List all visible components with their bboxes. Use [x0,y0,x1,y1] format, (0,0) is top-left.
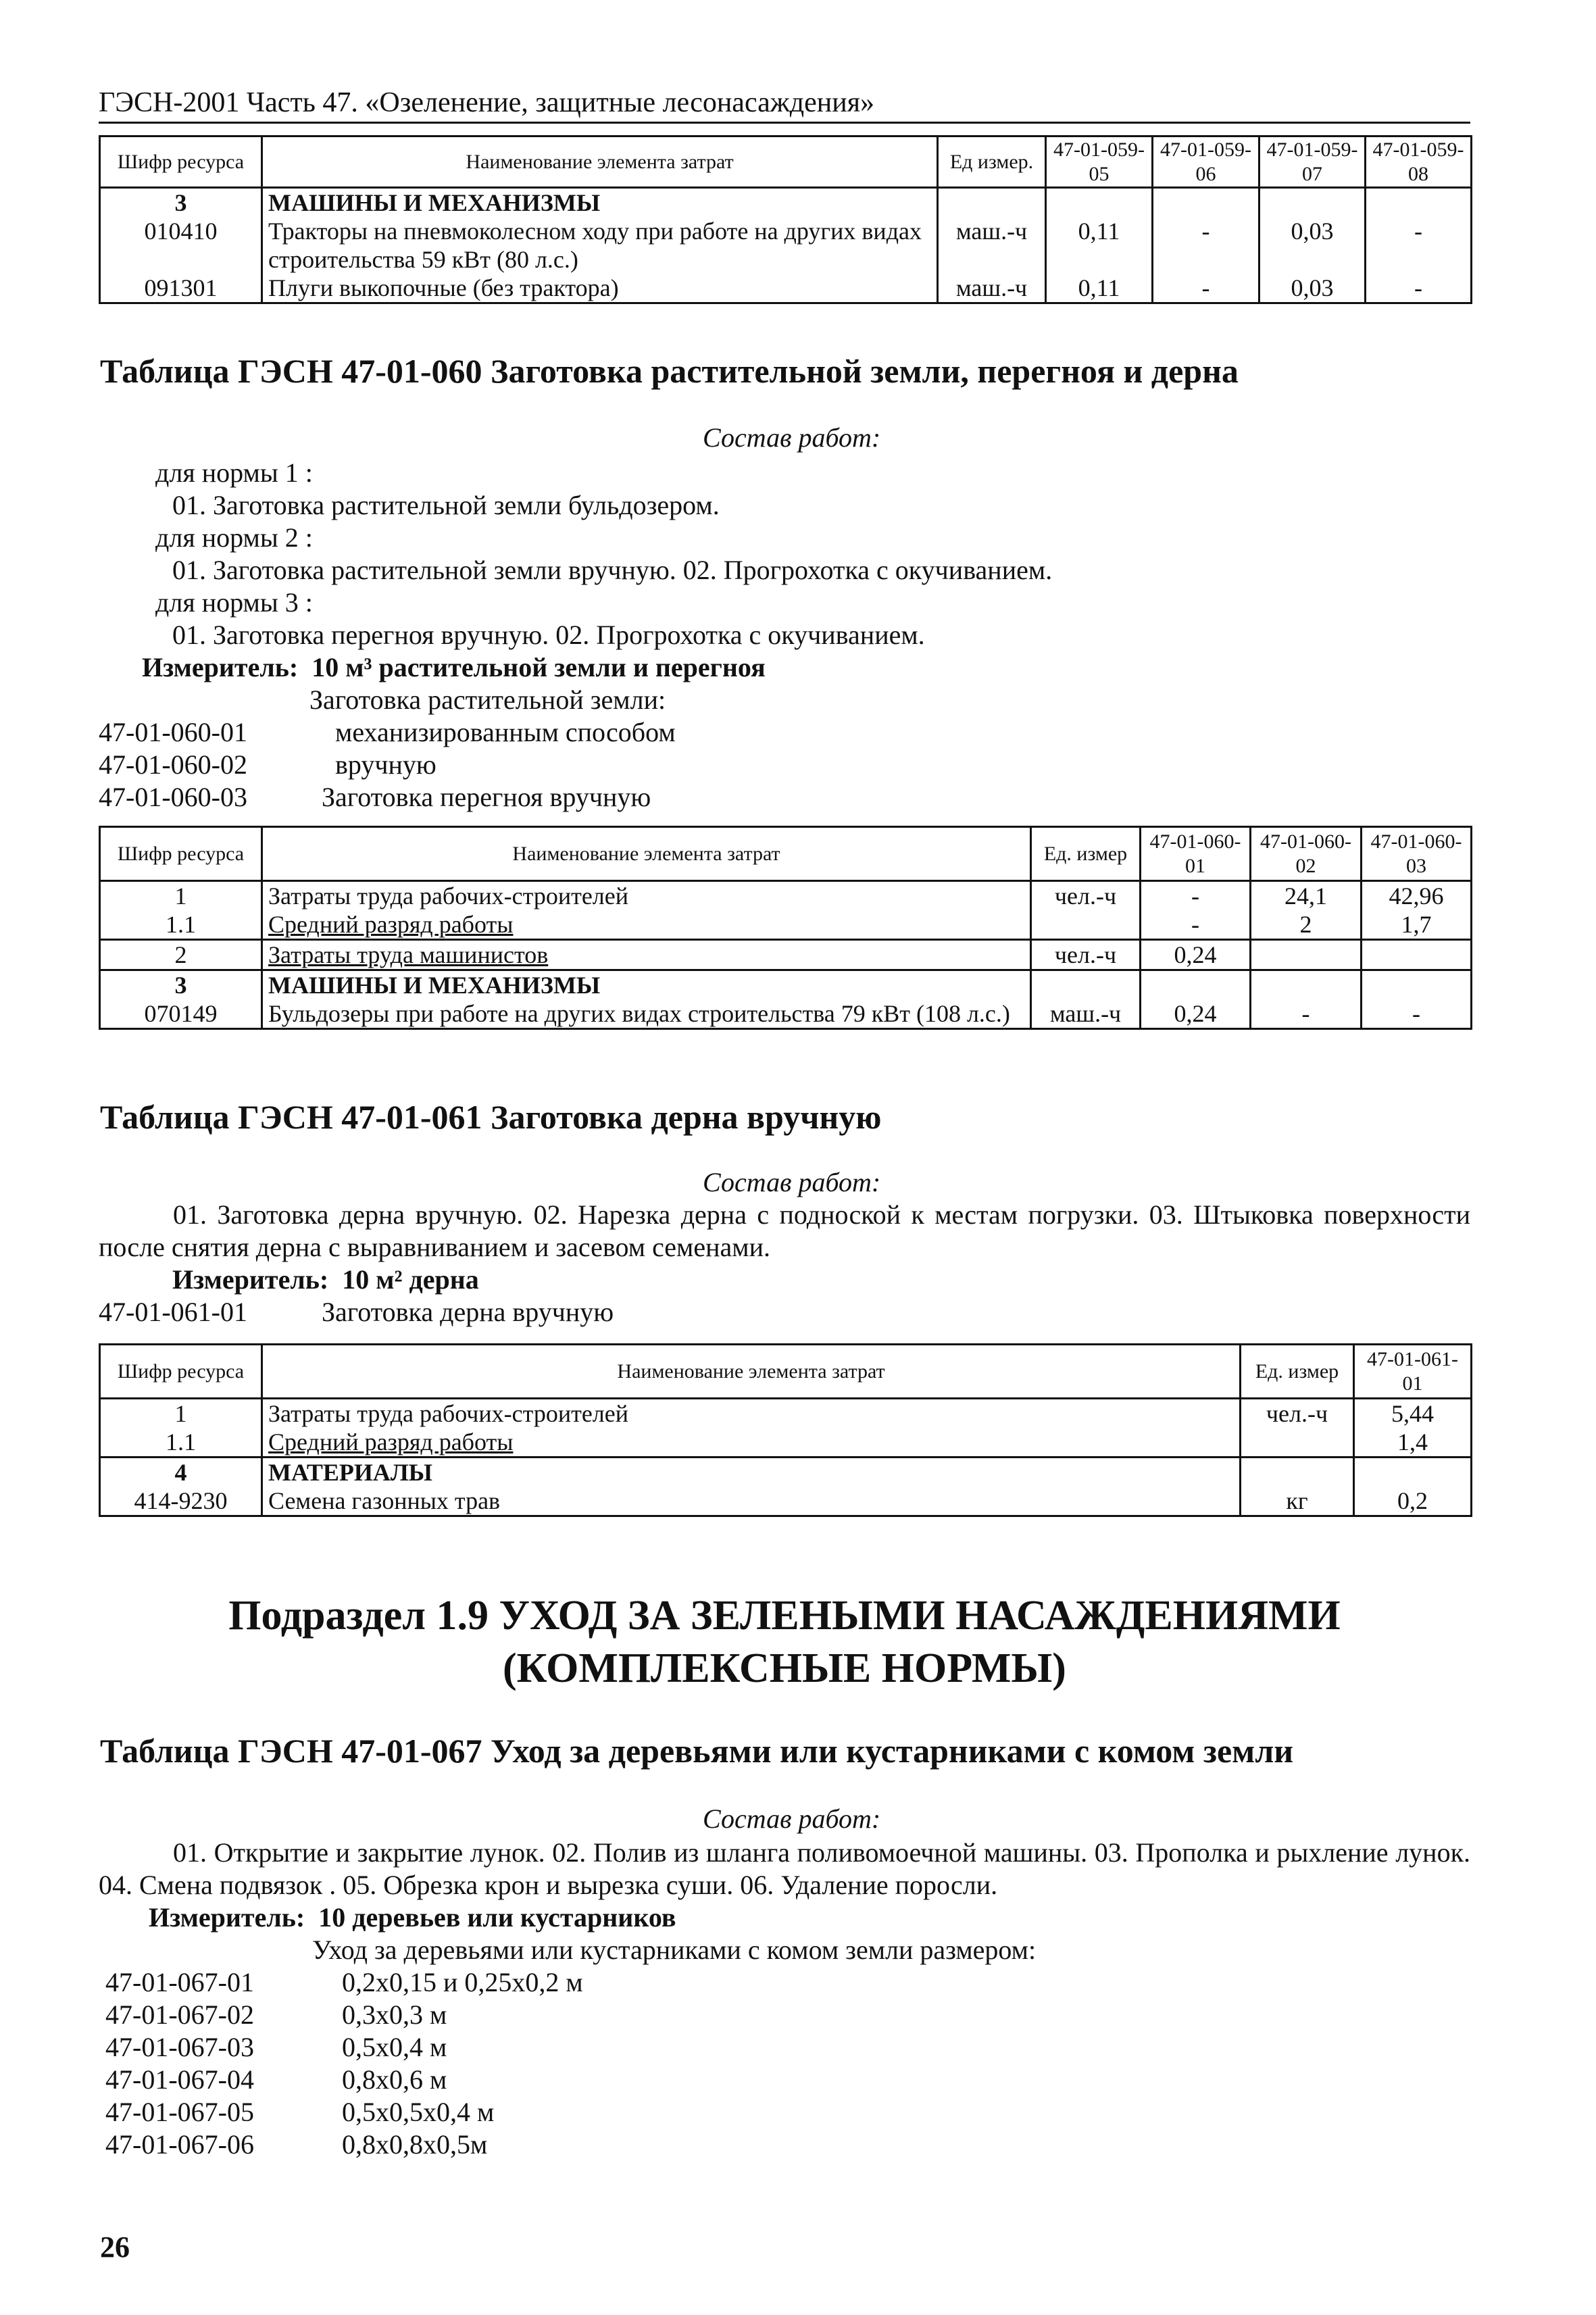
norm-text: 0,8х0,8х0,5м [342,2129,488,2160]
column-header: 47-01-059-05 [1046,136,1153,188]
table-row [100,999,1472,1029]
column-header: 47-01-061-01 [1354,1345,1472,1399]
composition-line: для нормы 2 : [155,522,313,553]
composition-text: 01. Заготовка дерна вручную. 02. Нарезка дерна с подноской к местам погрузки. 03. Штыковка поверхности после снятия дерна с выравниванием и засевом семенами. [99,1199,1470,1262]
column-header: Ед. измер [1241,1345,1354,1399]
resource-name: Средний разряд работы [262,1428,1241,1458]
value: - [1362,999,1472,1029]
composition-line: 01. Заготовка растительной земли бульдозером. [172,490,720,520]
table-row [100,910,1472,940]
composition-line: 01. Заготовка перегноя вручную. 02. Прогрохотка с окучиванием. [172,620,925,650]
norm-text: механизированным способом [335,717,676,747]
resource-code: 1 [100,881,262,911]
norm-code: 47-01-067-04 [105,2064,254,2095]
composition-heading: Состав работ: [703,1803,881,1834]
value [1153,188,1260,218]
resource-name: Плуги выкопочные (без трактора) [262,274,938,303]
unit: кг [1241,1487,1354,1516]
value [1362,940,1472,970]
value [1354,1458,1472,1487]
norm-code-row [105,2031,447,2064]
unit [1031,910,1141,940]
value [1251,970,1362,1000]
resource-table-061 [99,1343,1472,1517]
value: 24,1 [1251,881,1362,911]
resource-table-059 [99,135,1472,304]
meter-label: Измеритель: [149,1902,305,1933]
resource-name: МАШИНЫ И МЕХАНИЗМЫ [262,188,938,218]
norm-code: 47-01-060-01 [99,717,247,747]
column-header: 47-01-060-03 [1362,827,1472,881]
norm-code-row [99,1296,614,1328]
table-row [100,274,1472,303]
norm-text: Заготовка перегноя вручную [322,782,651,812]
column-header: 47-01-059-07 [1260,136,1366,188]
value: - [1153,217,1260,274]
resource-code: 414-9230 [100,1487,262,1516]
value: 0,11 [1046,274,1153,303]
meter-value: 10 м² дерна [342,1264,479,1295]
value [1366,188,1472,218]
unit: чел.-ч [1031,881,1141,911]
resource-name: МАТЕРИАЛЫ [262,1458,1241,1487]
table-row [100,1487,1472,1516]
resource-code: 1 [100,1399,262,1428]
resource-name: МАШИНЫ И МЕХАНИЗМЫ [262,970,1031,1000]
unit: чел.-ч [1031,940,1141,970]
norm-code-row [105,2096,494,2129]
table-row [100,217,1472,274]
resource-code: 1.1 [100,1428,262,1458]
table-row [100,1399,1472,1428]
table-title-060: Таблица ГЭСН 47-01-060 Заготовка растительной земли, перегноя и дерна [100,352,1239,390]
norm-text: 0,3х0,3 м [342,1999,447,2030]
value: - [1153,274,1260,303]
composition-text: 01. Открытие и закрытие лунок. 02. Полив из шланга поливомоечной машины. 03. Прополка и рыхление лунок. 04. Смена подвязок . 05. Обрезка крон и вырезка суши. 06. Удаление поросли. [99,1837,1470,1900]
resource-name: Бульдозеры при работе на других видах строительства 79 кВт (108 л.с.) [262,999,1031,1029]
table-title-061: Таблица ГЭСН 47-01-061 Заготовка дерна вручную [100,1098,882,1136]
value: - [1366,274,1472,303]
table-row [100,940,1472,970]
meter-label: Измеритель: [172,1264,329,1295]
value [1260,188,1366,218]
resource-code: 1.1 [100,910,262,940]
value: - [1251,999,1362,1029]
meter-value: 10 м³ растительной земли и перегноя [311,652,766,682]
norm-text: 0,5х0,5х0,4 м [342,2097,495,2127]
composition-line: для нормы 3 : [155,587,313,618]
resource-table-060 [99,826,1472,1030]
value: - [1141,910,1251,940]
resource-code: 4 [100,1458,262,1487]
norm-text: Заготовка дерна вручную [322,1297,614,1327]
meter-line [149,1901,676,1934]
resource-name: Тракторы на пневмоколесном ходу при работе на других видах строительства 59 кВт (80 л.с.) [262,217,938,274]
meter-line [142,651,766,684]
value: 0,24 [1141,999,1251,1029]
resource-code: 070149 [100,999,262,1029]
resource-code: 010410 [100,217,262,274]
column-header: 47-01-060-02 [1251,827,1362,881]
norm-code: 47-01-067-02 [105,1999,254,2030]
table-title-067: Таблица ГЭСН 47-01-067 Уход за деревьями или кустарниками с комом земли [100,1732,1294,1770]
table-row [100,188,1472,218]
resource-name: Затраты труда рабочих-строителей [262,1399,1241,1428]
value: 5,44 [1354,1399,1472,1428]
resource-code: 3 [100,188,262,218]
unit: маш.-ч [1031,999,1141,1029]
group-title: Заготовка растительной земли: [309,684,666,715]
resource-code: 091301 [100,274,262,303]
table-row [100,1458,1472,1487]
resource-name: Затраты труда машинистов [262,940,1031,970]
norm-code: 47-01-060-02 [99,749,247,780]
value [1141,970,1251,1000]
page-number: 26 [100,2231,130,2264]
norm-code-row [99,749,437,781]
composition-line: для нормы 1 : [155,457,313,488]
value: 0,11 [1046,217,1153,274]
norm-text: вручную [335,749,437,780]
meter-value: 10 деревьев или кустарников [318,1902,676,1933]
resource-name: Средний разряд работы [262,910,1031,940]
column-header: Наименование элемента затрат [262,1345,1241,1399]
column-header: Наименование элемента затрат [262,136,938,188]
column-header: Ед. измер [1031,827,1141,881]
norm-code-row [105,2129,487,2161]
norm-code: 47-01-067-01 [105,1967,254,1997]
column-header: Ед измер. [938,136,1046,188]
norm-code: 47-01-067-03 [105,2032,254,2062]
norm-code-row [105,1966,583,1999]
unit [1241,1458,1354,1487]
table-row [100,970,1472,1000]
table-header-row [100,827,1472,881]
subsection-title-line2: (КОМПЛЕКСНЫЕ НОРМЫ) [503,1645,1066,1691]
table-header-row [100,1345,1472,1399]
value: 0,2 [1354,1487,1472,1516]
composition-line: 01. Заготовка растительной земли вручную. 02. Прогрохотка с окучиванием. [172,555,1053,585]
value [1251,940,1362,970]
meter-label: Измеритель: [142,652,299,682]
value: - [1366,217,1472,274]
meter-line [172,1264,479,1296]
value: 2 [1251,910,1362,940]
table-header-row [100,136,1472,188]
norm-code: 47-01-060-03 [99,782,247,812]
norm-text: 0,5х0,4 м [342,2032,447,2062]
column-header: 47-01-059-08 [1366,136,1472,188]
column-header: Шифр ресурса [100,827,262,881]
norm-code: 47-01-067-05 [105,2097,254,2127]
column-header: Шифр ресурса [100,1345,262,1399]
value: 1,4 [1354,1428,1472,1458]
value: 1,7 [1362,910,1472,940]
unit [1031,970,1141,1000]
value: 0,03 [1260,217,1366,274]
column-header: 47-01-060-01 [1141,827,1251,881]
column-header: Наименование элемента затрат [262,827,1031,881]
running-header: ГЭСН-2001 Часть 47. «Озеленение, защитные лесонасаждения» [99,86,1470,124]
value [1362,970,1472,1000]
value: - [1141,881,1251,911]
unit: маш.-ч [938,217,1046,274]
unit [1241,1428,1354,1458]
norm-text: 0,8х0,6 м [342,2064,447,2095]
unit [938,188,1046,218]
norm-code-row [105,1999,447,2031]
resource-name: Затраты труда рабочих-строителей [262,881,1031,911]
composition-heading: Состав работ: [703,422,881,453]
value: 0,03 [1260,274,1366,303]
norm-code-row [105,2064,447,2096]
norm-code-row [99,716,676,749]
unit: маш.-ч [938,274,1046,303]
norm-code: 47-01-061-01 [99,1297,247,1327]
composition-heading: Состав работ: [703,1167,881,1197]
resource-code: 2 [100,940,262,970]
value [1046,188,1153,218]
resource-name: Семена газонных трав [262,1487,1241,1516]
norm-text: 0,2х0,15 и 0,25х0,2 м [342,1967,583,1997]
column-header: Шифр ресурса [100,136,262,188]
column-header: 47-01-059-06 [1153,136,1260,188]
table-row [100,881,1472,911]
norm-code: 47-01-067-06 [105,2129,254,2160]
norm-code-row [99,781,651,814]
resource-code: 3 [100,970,262,1000]
unit: чел.-ч [1241,1399,1354,1428]
group-title: Уход за деревьями или кустарниками с комом земли размером: [312,1935,1037,1965]
subsection-title-line1: Подраздел 1.9 УХОД ЗА ЗЕЛЕНЫМИ НАСАЖДЕНИЯМИ [228,1593,1341,1639]
value: 42,96 [1362,881,1472,911]
table-row [100,1428,1472,1458]
value: 0,24 [1141,940,1251,970]
